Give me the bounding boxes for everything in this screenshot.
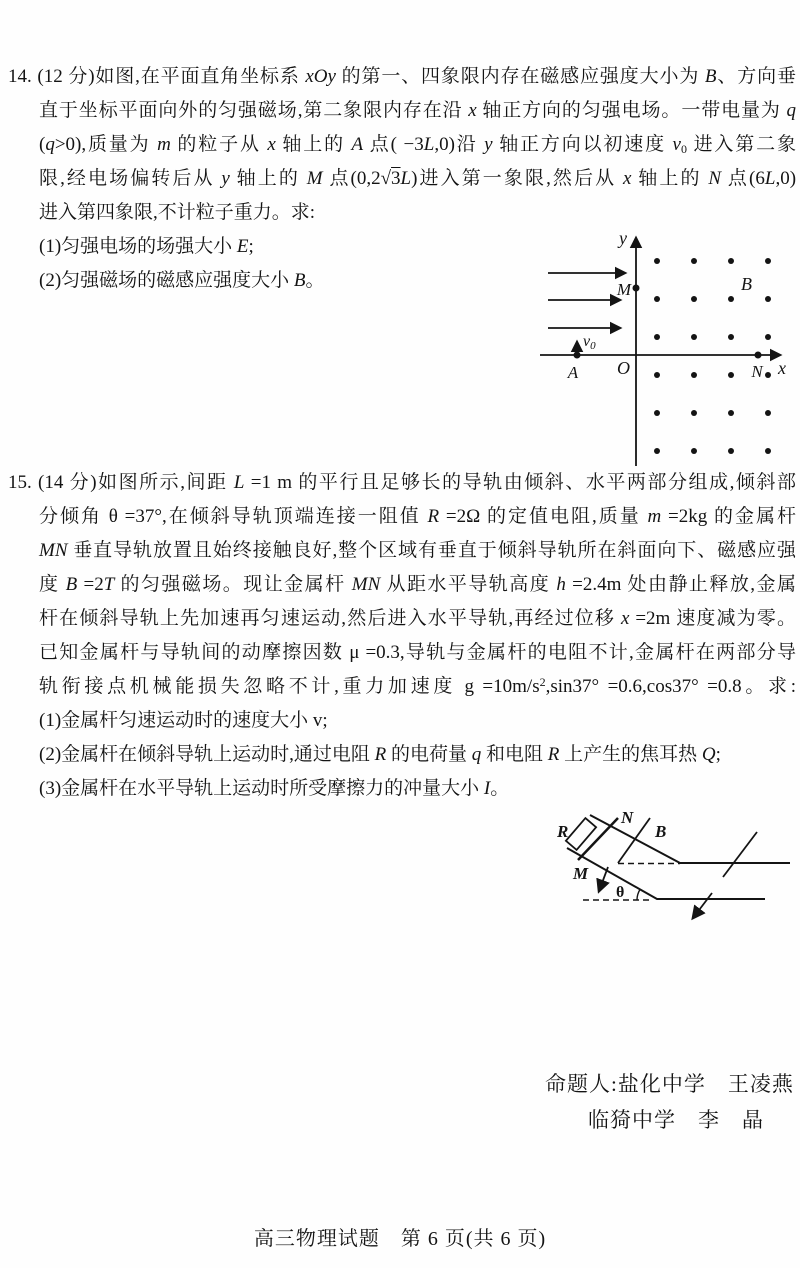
problem-line: 进入第四象限,不计粒子重力。求: [39, 202, 316, 223]
problem-line: 直于坐标平面向外的匀强磁场,第二象限内存在沿 x 轴正方向的匀强电场。一带电量为 q [39, 100, 796, 121]
problem-line: MN 垂直导轨放置且始终接触良好,整个区域有垂直于倾斜导轨所在斜面向下、磁感应强 [39, 540, 796, 561]
point-M [633, 285, 640, 292]
problem-line: 度 B =2T 的匀强磁场。现让金属杆 MN 从距水平导轨高度 h =2.4m 处由静止释放,金属 [39, 574, 796, 595]
problem-line: (1)金属杆匀速运动时的速度大小 v; [39, 710, 328, 731]
b-field-dot-grid [654, 258, 771, 454]
field-label-B: B [655, 822, 667, 841]
velocity-label-v0: v0 [583, 333, 596, 352]
axis-label-y: y [619, 228, 627, 248]
problem-line: (2)金属杆在倾斜导轨上运动时,通过电阻 R 的电荷量 q 和电阻 R 上产生的焦耳热 Q; [39, 744, 721, 765]
origin-label: O [617, 358, 630, 378]
problem-15 [8, 466, 796, 806]
problem-line: 分倾角 θ =37°,在倾斜导轨顶端连接一阻值 R =2Ω 的定值电阻,质量 m =2kg 的金属杆 [39, 506, 796, 527]
problem-line: (3)金属杆在水平导轨上运动时所受摩擦力的冲量大小 I。 [39, 778, 510, 799]
problem-line: 15. (14 分)如图所示,间距 L =1 m 的平行且足够长的导轨由倾斜、水平两部分组成,倾斜部 [8, 472, 796, 493]
rod-label-M: M [573, 864, 589, 883]
problem-15-diagram [545, 805, 800, 940]
upper-rail [590, 815, 790, 863]
problem-line: 限,经电场偏转后从 y 轴上的 M 点(0,2√3L)进入第一象限,然后从 x 轴上的 N 点(6L,0) [39, 168, 797, 189]
b-direction-line [723, 832, 757, 877]
page-footer: 高三物理试题 第 6 页(共 6 页) [253, 1228, 547, 1250]
problem-line: 轨衔接点机械能损失忽略不计,重力加速度 $g =10m/s^2,\sin 37^\circ =0.6,\cos 37^\circ =0.8$。求: [39, 675, 797, 697]
problem-line: (1)匀强电场的场强大小 E; [39, 236, 254, 257]
angle-label-theta: θ [616, 884, 625, 901]
point-A [574, 352, 581, 359]
problem-line: 杆在倾斜导轨上先加速再匀速运动,然后进入水平导轨,再经过位移 x =2m 速度减为零。 [39, 608, 796, 629]
problem-14-diagram [530, 228, 798, 468]
angle-arc [637, 890, 640, 900]
point-label-A: A [567, 363, 579, 382]
b-arrow [693, 893, 712, 918]
resistor-label: R [557, 822, 569, 841]
b-arrow [599, 867, 608, 891]
problem-line: 14. (12 分)如图,在平面直角坐标系 xOy 的第一、四象限内存在磁感应强度大小为 B、方向垂 [8, 66, 796, 87]
point-label-N: N [751, 362, 763, 381]
problem-line: (2)匀强磁场的磁感应强度大小 B。 [39, 270, 325, 291]
problem-line: 已知金属杆与导轨间的动摩擦因数 μ =0.3,导轨与金属杆的电阻不计,金属杆在两部分导 [39, 642, 796, 663]
point-label-M: M [616, 280, 631, 299]
rod-label-N: N [621, 808, 634, 827]
attribution-line-1: 命题人:盐化中学 王凌燕 [545, 1072, 794, 1096]
problem-line: (q>0),质量为 m 的粒子从 x 轴上的 A 点( −3L,0)沿 y 轴正方向以初速度 $v_0$ 进入第二象 [39, 134, 796, 156]
attribution-line-2: 临猗中学 李 晶 [588, 1108, 764, 1132]
axis-label-x: x [778, 358, 786, 378]
field-label-B: B [741, 274, 752, 294]
point-N [755, 352, 762, 359]
